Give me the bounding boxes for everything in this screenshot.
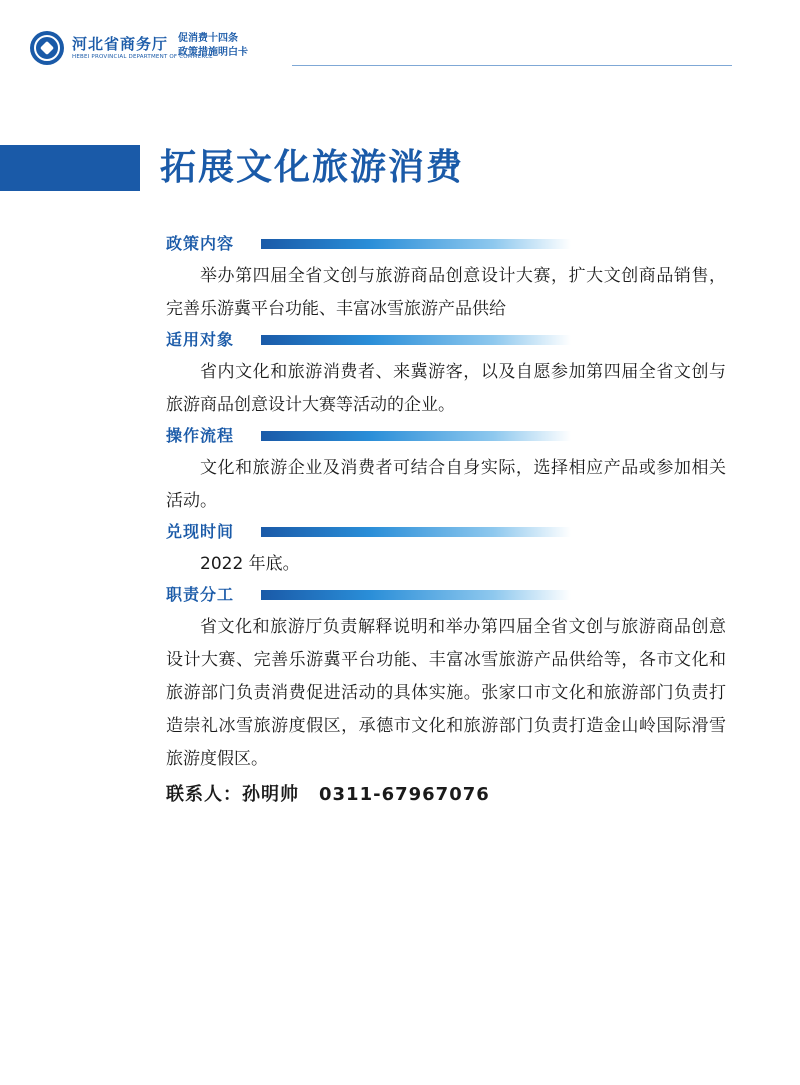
tagline-line2: 政策措施明白卡 (178, 47, 248, 58)
header-divider (292, 65, 732, 66)
section-fulfillment-time (166, 518, 726, 581)
title-accent-bar (0, 145, 140, 191)
section-responsibilities (166, 581, 726, 776)
policy-content (166, 230, 726, 776)
section-gradient-bar (261, 527, 571, 537)
section-label: 操作流程 (166, 426, 235, 445)
section-applicable-target (166, 326, 726, 422)
section-text: 省文化和旅游厅负责解释说明和举办第四届全省文创与旅游商品创意设计大赛、完善乐游冀平台功能、丰富冰雪旅游产品供给等，各市文化和旅游部门负责消费促进活动的具体实施。张家口市文化和旅游部门负责打造崇礼冰雪旅游度假区，承德市文化和旅游部门负责打造金山岭国际滑雪旅游度假区。 (166, 617, 726, 769)
section-text: 举办第四届全省文创与旅游商品创意设计大赛，扩大文创商品销售，完善乐游冀平台功能、丰富冰雪旅游产品供给 (166, 266, 726, 319)
section-procedure (166, 422, 726, 518)
contact-info (166, 780, 510, 806)
section-gradient-bar (261, 239, 571, 249)
section-label: 职责分工 (166, 585, 235, 604)
section-heading (166, 518, 726, 546)
section-text: 2022 年底。 (200, 554, 300, 574)
org-name: 河北省商务厅 (72, 35, 169, 53)
org-name-en: HEBEI PROVINCIAL DEPARTMENT OF COMMERCE (72, 54, 213, 60)
section-heading (166, 326, 726, 354)
section-heading (166, 422, 726, 450)
page-title: 拓展文化旅游消费 (160, 147, 465, 188)
section-heading (166, 581, 726, 609)
tagline-line1: 促消费十四条 (178, 33, 238, 44)
section-heading (166, 230, 726, 258)
page-header (30, 28, 770, 72)
tagline (178, 32, 248, 60)
contact-phone: 0311-67967076 (319, 784, 490, 805)
section-label: 兑现时间 (166, 522, 235, 541)
section-label: 适用对象 (166, 330, 235, 349)
contact-person: 联系人：孙明帅 (166, 784, 299, 805)
section-policy-content (166, 230, 726, 326)
department-logo-icon (30, 31, 64, 65)
section-label: 政策内容 (166, 234, 235, 253)
section-gradient-bar (261, 590, 571, 600)
section-text: 省内文化和旅游消费者、来冀游客，以及自愿参加第四届全省文创与旅游商品创意设计大赛等活动的企业。 (166, 362, 726, 415)
section-gradient-bar (261, 335, 571, 345)
section-gradient-bar (261, 431, 571, 441)
section-text: 文化和旅游企业及消费者可结合自身实际，选择相应产品或参加相关活动。 (166, 458, 726, 511)
